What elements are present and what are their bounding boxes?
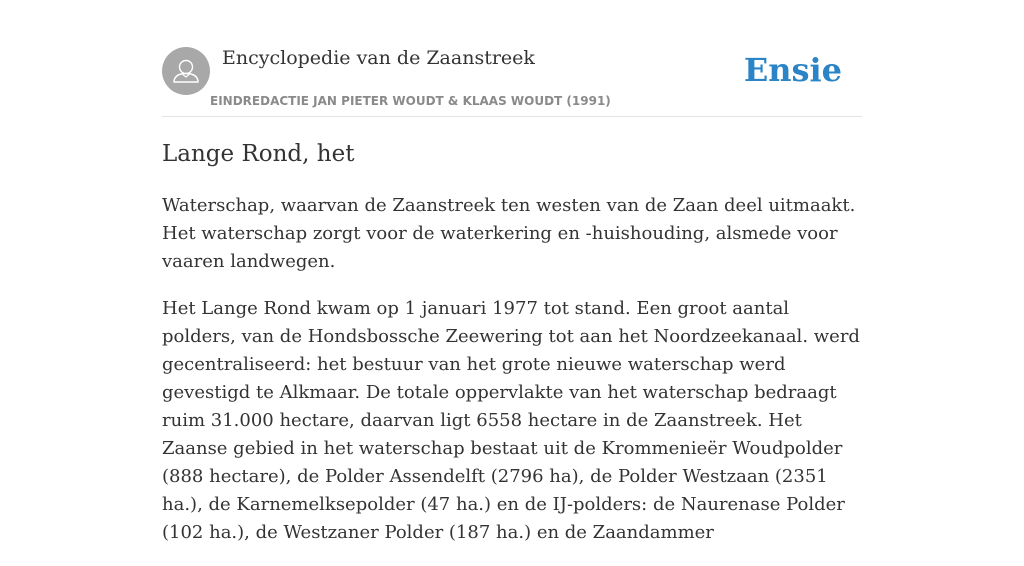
editors-credit: EINDREDACTIE JAN PIETER WOUDT & KLAAS WOUDT (1991) (210, 94, 611, 108)
ensie-logo[interactable]: Ensie (743, 51, 842, 89)
user-icon[interactable] (162, 47, 210, 95)
source-title[interactable]: Encyclopedie van de Zaanstreek (222, 47, 535, 69)
article-title: Lange Rond, het (162, 141, 355, 167)
article-body (162, 192, 862, 566)
source-header (162, 46, 862, 117)
article-paragraph: Waterschap, waarvan de Zaanstreek ten westen van de Zaan deel uitmaakt. Het waterschap zorgt voor de waterkering en -huishouding, alsmede voor vaaren landwegen. (162, 195, 856, 272)
article-paragraph: Het Lange Rond kwam op 1 januari 1977 tot stand. Een groot aantal polders, van de Hondsbossche Zeewering tot aan het Noordzeekanaal. werd gecentraliseerd: het bestuur van het grote nieuwe waterschap werd gevestigd te Alkmaar. De totale oppervlakte van het waterschap bedraagt ruim 31.000 hectare, daarvan ligt 6558 hectare in de Zaanstreek. Het Zaanse gebied in het waterschap bestaat uit de Krommenieër Woudpolder (888 hectare), de Polder Assendelft (2796 ha), de Polder Westzaan (2351 ha.), de Karnemelksepolder (47 ha.) en de IJ-polders: de Naurenase Polder (102 ha.), de Westzaner Polder (187 ha.) en de Zaandammer (162, 298, 860, 543)
